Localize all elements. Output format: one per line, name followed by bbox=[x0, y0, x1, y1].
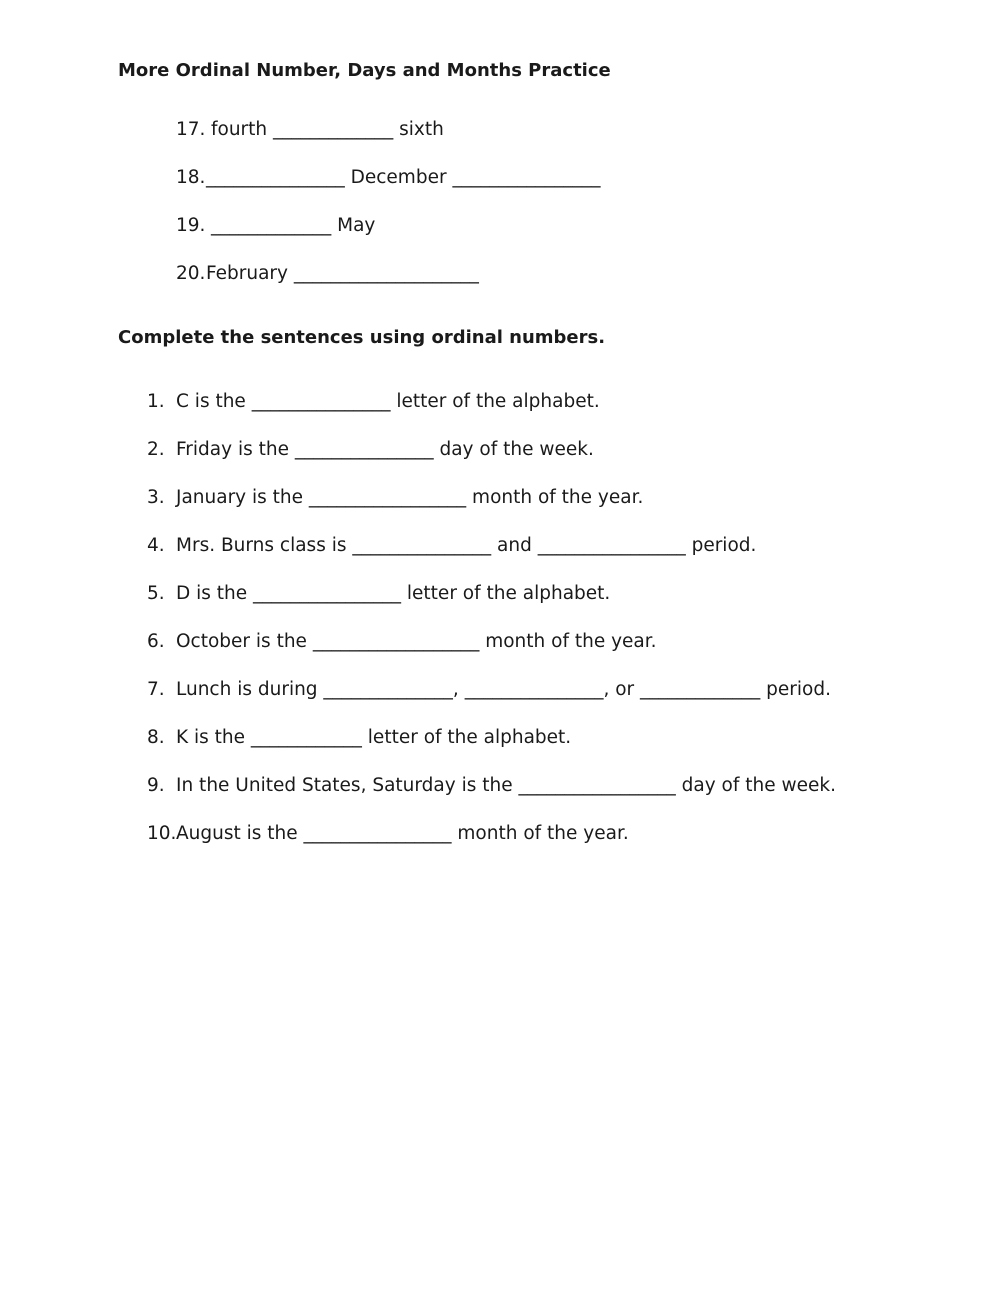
item-text: K is the ____________ letter of the alphabet. bbox=[176, 727, 572, 748]
item-text: Lunch is during ______________, _______________, or _____________ period. bbox=[176, 679, 831, 700]
item-number: 5. bbox=[147, 583, 165, 604]
item-text: Mrs. Burns class is _______________ and ________________ period. bbox=[176, 535, 757, 556]
item-text: D is the ________________ letter of the alphabet. bbox=[176, 583, 611, 604]
item-text: C is the _______________ letter of the alphabet. bbox=[176, 391, 600, 412]
item-number: 3. bbox=[147, 487, 165, 508]
item-number: 1. bbox=[147, 391, 165, 412]
item-number: 7. bbox=[147, 679, 165, 700]
item-text: _____________ May bbox=[211, 215, 376, 236]
section-title-sentences: Complete the sentences using ordinal numbers. bbox=[118, 327, 606, 348]
item-number: 2. bbox=[147, 439, 165, 460]
item-text: Friday is the _______________ day of the week. bbox=[176, 439, 594, 460]
item-number: 17. bbox=[176, 119, 206, 140]
item-text: _______________ December ________________ bbox=[206, 167, 601, 188]
item-text: February ____________________ bbox=[206, 263, 479, 284]
item-text: In the United States, Saturday is the _________________ day of the week. bbox=[176, 775, 836, 796]
item-number: 19. bbox=[176, 215, 206, 236]
item-text: August is the ________________ month of the year. bbox=[176, 823, 629, 844]
item-number: 6. bbox=[147, 631, 165, 652]
item-number: 9. bbox=[147, 775, 165, 796]
item-number: 4. bbox=[147, 535, 165, 556]
item-number: 8. bbox=[147, 727, 165, 748]
item-number: 20. bbox=[176, 263, 206, 284]
item-number: 18. bbox=[176, 167, 206, 188]
item-text: October is the __________________ month of the year. bbox=[176, 631, 657, 652]
item-text: January is the _________________ month of the year. bbox=[176, 487, 644, 508]
section-title-practice: More Ordinal Number, Days and Months Practice bbox=[118, 60, 611, 81]
item-number: 10. bbox=[147, 823, 177, 844]
item-text: fourth _____________ sixth bbox=[211, 119, 444, 140]
